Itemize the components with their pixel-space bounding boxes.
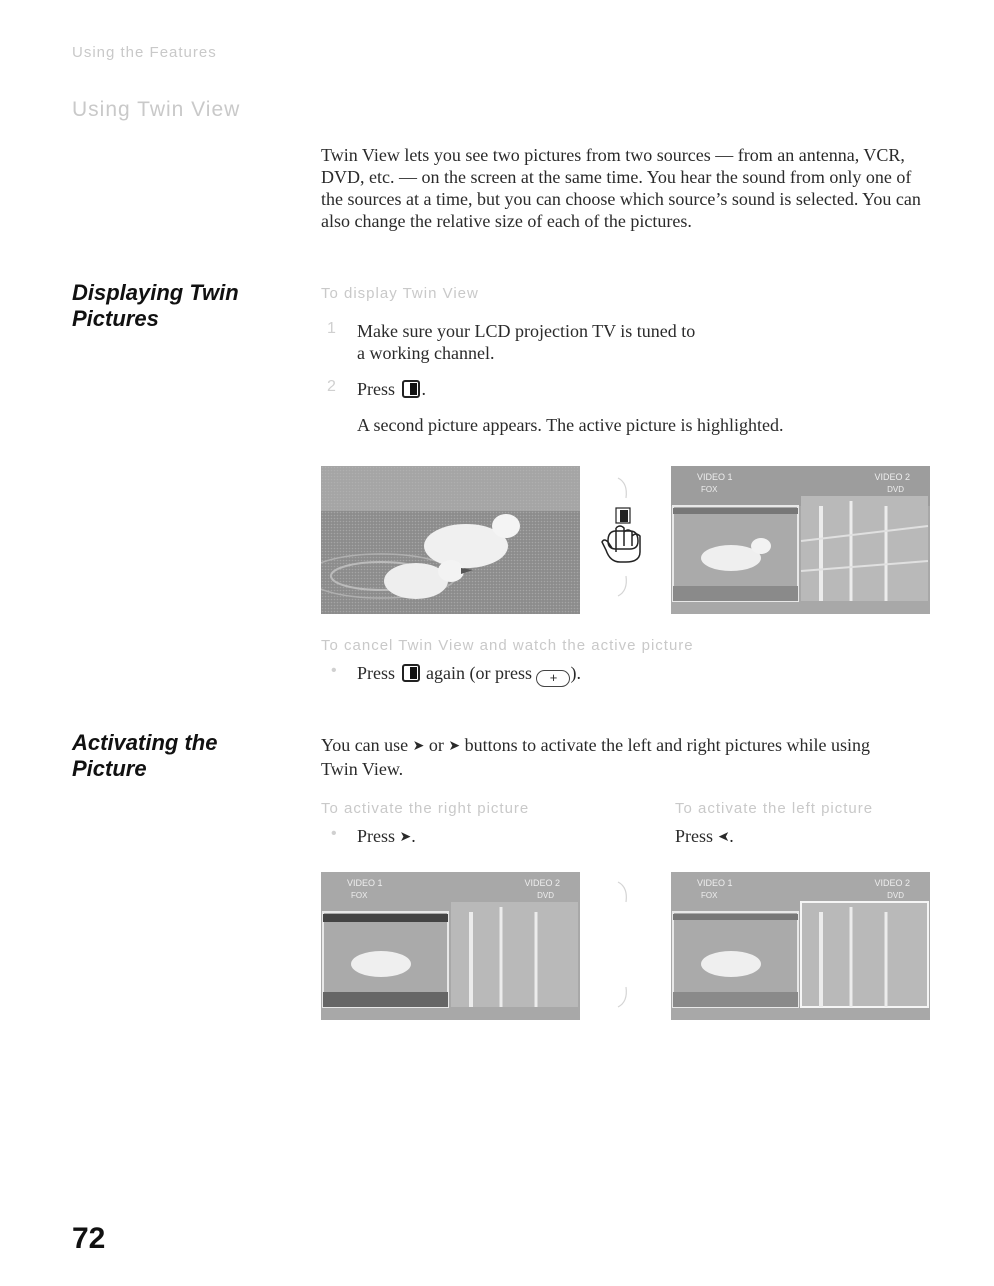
page-title: Using Twin View [72, 98, 241, 121]
step2-text [357, 378, 426, 400]
subheading-activate-right: To activate the right picture [321, 800, 530, 817]
period: . [421, 379, 427, 399]
right-source-sub: DVD [887, 891, 904, 900]
subheading-display-twin-view: To display Twin View [321, 285, 479, 302]
press-label: Press [675, 826, 714, 846]
left-source-sub: FOX [701, 891, 718, 900]
section-heading-activating [72, 730, 217, 782]
activating-paragraph [321, 734, 933, 780]
heading-line: Activating the [72, 730, 218, 755]
step2-result: A second picture appears. The active picture is highlighted. [357, 415, 784, 435]
left-source-sub: FOX [701, 485, 718, 494]
close-paren: ). [570, 663, 581, 683]
page-number: 72 [72, 1222, 106, 1255]
twin-view-button-icon [402, 664, 420, 682]
heading-line: Pictures [72, 306, 159, 331]
step-number: 1 [327, 320, 336, 337]
right-source-tag: VIDEO 2 [524, 878, 560, 888]
step1-text [357, 320, 917, 364]
subheading-activate-left: To activate the left picture [675, 800, 874, 817]
transition-arrow-icon [598, 872, 648, 1022]
intro-paragraph: Twin View lets you see two pictures from two sources — from an antenna, VCR, DVD, etc. — on the screen at the same time. You hear the sound from only one of the sources at a time, but you can choose which source’s sound is selected. You can also change the relative size of each of the pictures. [321, 145, 921, 231]
again-text: again (or press [426, 663, 532, 683]
twin-view-right-active-screen [671, 872, 930, 1020]
right-arrow-icon: ➤ [399, 830, 412, 845]
twin-view-screen [671, 466, 930, 614]
single-picture-screen [321, 466, 580, 614]
heading-line: Displaying Twin [72, 280, 239, 305]
left-source-sub: FOX [351, 891, 368, 900]
text-segment: or [428, 735, 444, 755]
twin-view-button-icon [402, 380, 420, 398]
text-segment: You can use [321, 735, 409, 755]
press-label: Press [357, 379, 396, 399]
period: . [411, 826, 416, 846]
press-label: Press [357, 826, 396, 846]
ducks-photo [321, 466, 580, 614]
right-source-tag: VIDEO 2 [874, 472, 910, 482]
right-arrow-icon: ➤ [448, 739, 461, 754]
activating-line1 [321, 734, 933, 758]
jump-button-icon: + [536, 670, 570, 687]
activating-line2: Twin View. [321, 759, 404, 779]
right-source-sub: DVD [537, 891, 554, 900]
period: . [729, 826, 734, 846]
step1-line: a working channel. [357, 343, 495, 363]
subheading-cancel-twin-view: To cancel Twin View and watch the active picture [321, 637, 694, 654]
press-right-instruction [357, 825, 416, 849]
left-arrow-icon: ➤ [717, 830, 730, 845]
chapter-header: Using the Features [72, 44, 217, 61]
bullet: • [331, 662, 337, 679]
cancel-instruction [357, 662, 581, 687]
section-heading-displaying [72, 280, 239, 332]
text-segment: buttons to activate the left and right pictures while using [464, 735, 871, 755]
step1-line: Make sure your LCD projection TV is tuned to [357, 321, 696, 341]
right-source-sub: DVD [887, 485, 904, 494]
bullet: • [331, 825, 337, 842]
left-source-tag: VIDEO 1 [347, 878, 383, 888]
right-source-tag: VIDEO 2 [874, 878, 910, 888]
left-arrow-icon: ➤ [412, 739, 425, 754]
left-source-tag: VIDEO 1 [697, 878, 733, 888]
left-source-tag: VIDEO 1 [697, 472, 733, 482]
twin-view-left-active-screen [321, 872, 580, 1020]
step-number: 2 [327, 378, 336, 395]
heading-line: Picture [72, 756, 147, 781]
remote-press-hand-icon [598, 466, 648, 616]
press-left-instruction [675, 825, 734, 849]
press-label: Press [357, 663, 396, 683]
